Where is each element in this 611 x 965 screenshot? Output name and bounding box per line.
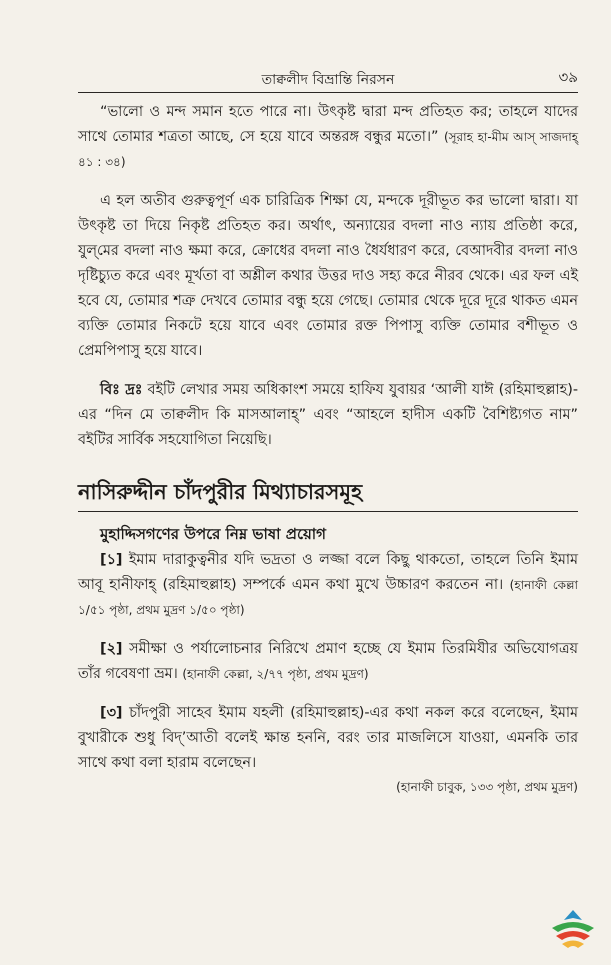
- quran-quote: “ভালো ও মন্দ সমান হতে পারে না। উৎকৃষ্ট দ্বারা মন্দ প্রতিহত কর; তাহলে যাদের সাথে তোমার শত্রতা আছে, সে হয়ে যাবে অন্তরঙ্গ বন্ধুর মতো।”: [78, 104, 578, 145]
- list-item: [78, 637, 578, 687]
- running-header-title: তাক্বলীদ বিভ্রান্তি নিরসন: [261, 72, 395, 88]
- quote-paragraph: [78, 100, 578, 175]
- item-citation: (হানাফী কেল্লা, ২/৭৭ পৃষ্ঠা, প্রথম মুদ্রণ): [182, 667, 369, 681]
- item-text: চাঁদপুরী সাহেব ইমাম যহলী (রহিমাহুল্লাহ)-এর কথা নকল করে বলেছেন, ইমাম বুখারীকে শুধু বিদ্‌’আতী বলেই ক্ষান্ত হননি, বরং তার মাজলিসে যাওয়া, এমনকি তার সাথে কথা বলা হারাম বলেছেন।: [78, 705, 578, 771]
- list-item: [78, 548, 578, 623]
- page-number: ৩৯: [558, 68, 578, 86]
- item-citation: (হানাফী চাবুক, ১৩৩ পৃষ্ঠা, প্রথম মুদ্রণ): [396, 780, 578, 794]
- item-citation: (হানাফী কেল্লা ১/৫১ পৃষ্ঠা, প্রথম মুদ্রণ ১/৫০ পৃষ্ঠা): [78, 578, 579, 617]
- quote-citation: (সূরাহ হা-মীম আস্ সাজদাহ্ ৪১ : ৩৪): [78, 130, 579, 169]
- note-label: বিঃ দ্রঃ: [100, 382, 143, 398]
- section-subheading: মুহাদ্দিসগণের উপরে নিম্ন ভাষা প্রয়োগ: [100, 525, 326, 543]
- explanation-paragraph: এ হল অতীব গুরুত্বপূর্ণ এক চারিত্রিক শিক্ষা যে, মন্দকে দূরীভূত কর ভালো দ্বারা। যা উৎকৃষ্ট তা দিয়ে নিকৃষ্ট প্রতিহত কর। অর্থাৎ, অন্যায়ের বদলা নাও ন্যায় প্রতিষ্ঠা করে, যুল্‌মের বদলা নাও ক্ষমা করে, ক্রোধের বদলা নাও ধৈর্যধারণ করে, বেআদবীর বদলা নাও দৃষ্টিচ্যুত করে এবং মূর্খতা বা অশ্লীল কথার উত্তর দাও সহ্য করে নীরব থেকে। এর ফল এই হবে যে, তোমার শত্রু দেখবে তোমার বন্ধু হয়ে গেছে। তোমার থেকে দূরে দূরে থাকত এমন ব্যক্তি তোমার নিকটে হয়ে যাবে এবং তোমার রক্ত পিপাসু ব্যক্তি তোমার বশীভূত ও প্রেমপিপাসু হয়ে যাবে।: [78, 193, 578, 359]
- page-content: [78, 100, 578, 798]
- section-heading: নাসিরুদ্দীন চাঁদপুরীর মিথ্যাচারসমূহ: [78, 477, 578, 512]
- publisher-logo-icon: [548, 908, 598, 952]
- item-text: সমীক্ষা ও পর্যালোচনার নিরিখে প্রমাণ হচ্ছে যে ইমাম তিরমিযীর অভিযোগত্রয় তাঁর গবেষণা ভ্রম।: [78, 641, 578, 682]
- item-text: ইমাম দারাকুত্বনীর যদি ভদ্রতা ও লজ্জা বলে কিছু থাকতো, তাহলে তিনি ইমাম আবূ হানীফাহ্‌ (রহিমাহুল্লাহ) সম্পর্কে এমন কথা মুখে উচ্চারণ করতেন না।: [78, 552, 579, 593]
- list-item: [78, 701, 578, 776]
- item-number: [৩]: [100, 705, 123, 721]
- item-number: [২]: [100, 641, 123, 657]
- note-paragraph: [78, 378, 578, 453]
- running-header: [78, 66, 578, 93]
- item-number: [১]: [100, 552, 123, 568]
- note-text: বইটি লেখার সময় অধিকাংশ সময়ে হাফিয যুবায়র ‘আলী যাঈ (রহিমাহুল্লাহ)-এর “দিন মে তাক্বলীদ কি মাসআলাহ্‌” এবং “আহলে হাদীস একটি বৈশিষ্ট্যগত নাম” বইটির সার্বিক সহযোগিতা নিয়েছি।: [78, 382, 579, 448]
